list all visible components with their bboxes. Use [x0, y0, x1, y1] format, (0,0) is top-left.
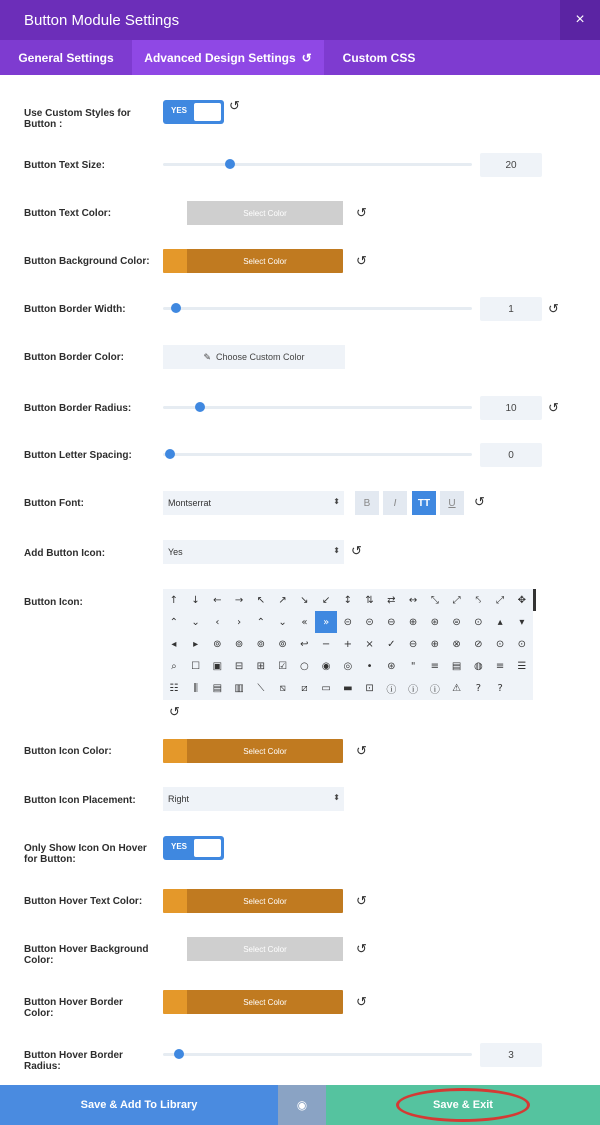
icon-option[interactable]: ○ — [300, 661, 309, 673]
field-label: Button Font: — [24, 498, 84, 509]
field-label: Button Text Size: — [24, 160, 105, 171]
icon-option[interactable]: ⊖ — [408, 638, 418, 650]
reset-icon[interactable]: ↺ — [301, 50, 312, 65]
color-swatch — [163, 249, 187, 273]
icon-option[interactable]: ↔ — [408, 594, 418, 606]
modal-header — [0, 0, 600, 40]
text-size-input[interactable]: 20 — [480, 153, 542, 177]
icon-option[interactable]: ⤣ — [475, 594, 482, 606]
background-color-button[interactable] — [163, 249, 343, 273]
icon-option[interactable]: ↓ — [191, 594, 200, 606]
underline-button[interactable]: U — [440, 491, 464, 515]
field-label: Button Letter Spacing: — [24, 450, 132, 461]
toggle-knob — [194, 103, 221, 121]
border-radius-input[interactable]: 10 — [480, 396, 542, 420]
icon-option[interactable]: ⊜ — [452, 616, 461, 628]
tab-bar — [0, 40, 600, 75]
icon-option[interactable]: ⌄ — [191, 616, 200, 628]
icon-option[interactable]: ⊕ — [430, 638, 440, 650]
icon-option[interactable]: ◍ — [474, 661, 483, 673]
letter-spacing-slider[interactable] — [163, 453, 472, 456]
icon-option[interactable]: " — [410, 661, 416, 673]
hover-border-color-button[interactable] — [163, 990, 343, 1014]
icon-picker-grid — [163, 589, 533, 700]
field-label: Button Hover Border Color: — [24, 997, 123, 1019]
icon-option[interactable]: ⓘ — [386, 685, 397, 697]
save-and-add-to-library-button[interactable]: Save & Add To Library — [0, 1085, 278, 1125]
reset-icon[interactable]: ↺ — [356, 893, 367, 908]
icon-option[interactable]: ▤ — [451, 661, 462, 673]
add-icon-select[interactable] — [163, 540, 344, 564]
reset-icon[interactable]: ↺ — [356, 743, 367, 758]
select-arrow-icon: ⬍ — [333, 546, 340, 555]
modal-footer — [0, 1085, 600, 1125]
border-width-input[interactable]: 1 — [480, 297, 542, 321]
toggle-label: YES — [171, 842, 188, 851]
tab-label: General Settings — [18, 50, 114, 65]
icon-option[interactable]: ↕ — [343, 594, 353, 606]
icon-option[interactable]: ⇄ — [387, 594, 396, 606]
icon-option[interactable]: ⊙ — [517, 638, 527, 650]
icon-option[interactable]: ⟍ — [257, 683, 265, 695]
icon-option[interactable]: ⧅ — [279, 683, 286, 695]
icon-option[interactable]: ? — [497, 683, 503, 695]
font-select[interactable] — [163, 491, 344, 515]
color-button-label: Select Color — [187, 739, 343, 763]
icon-option[interactable]: ⧄ — [301, 683, 308, 695]
tab-label: Custom CSS — [342, 50, 416, 65]
hover-border-radius-slider[interactable] — [163, 1053, 472, 1056]
icon-option[interactable]: ▸ — [193, 638, 199, 650]
select-arrow-icon: ⬍ — [333, 497, 340, 506]
icon-option[interactable]: ⌕ — [171, 661, 177, 673]
icon-option[interactable]: × — [365, 638, 374, 650]
icon-option[interactable]: + — [343, 638, 353, 650]
reset-icon[interactable]: ↺ — [229, 98, 240, 113]
select-value: Right — [168, 794, 190, 804]
border-radius-slider[interactable] — [163, 406, 472, 409]
toggle-knob — [194, 839, 221, 857]
field-label: Button Icon Color: — [24, 746, 112, 757]
icon-option[interactable]: ◉ — [321, 661, 331, 673]
hover-background-color-button[interactable]: Select Color — [187, 937, 343, 961]
icon-placement-select[interactable] — [163, 787, 344, 811]
italic-button[interactable]: I — [383, 491, 407, 515]
hover-border-radius-input[interactable]: 3 — [480, 1043, 542, 1067]
icon-option[interactable]: ▤ — [212, 683, 223, 695]
close-icon[interactable]: × — [560, 0, 600, 40]
border-width-slider[interactable] — [163, 307, 472, 310]
color-button-label: Select Color — [187, 990, 343, 1014]
letter-spacing-input[interactable]: 0 — [480, 443, 542, 467]
slider-thumb[interactable] — [225, 159, 235, 169]
tab-custom-css[interactable] — [324, 40, 434, 75]
icon-option[interactable]: ⌃ — [169, 616, 179, 628]
bold-button[interactable]: B — [355, 491, 379, 515]
select-arrow-icon: ⬍ — [333, 793, 340, 802]
icon-option[interactable]: ⚠ — [452, 683, 462, 695]
icon-option[interactable]: » — [315, 611, 337, 633]
icon-option[interactable]: ⊘ — [474, 638, 483, 650]
field-label: Button Text Color: — [24, 208, 112, 219]
preview-eye-icon[interactable]: ◉ — [278, 1085, 326, 1125]
reset-icon[interactable]: ↺ — [356, 253, 367, 268]
icon-option[interactable]: • — [366, 661, 373, 673]
save-and-exit-label: Save & Exit — [433, 1099, 493, 1111]
icon-option[interactable]: ☐ — [191, 661, 201, 673]
modal-title: Button Module Settings — [24, 11, 180, 29]
reset-icon[interactable]: ↺ — [356, 941, 367, 956]
field-label: Button Border Radius: — [24, 403, 132, 414]
icon-option[interactable]: − — [321, 638, 331, 650]
icon-option[interactable]: ⌃ — [256, 616, 266, 628]
reset-icon[interactable]: ↺ — [548, 400, 559, 415]
icon-option[interactable]: ⊝ — [343, 616, 353, 628]
field-label: Use Custom Styles for Button : — [24, 108, 131, 130]
icon-option[interactable]: ☷ — [169, 683, 179, 695]
icon-option[interactable]: ⊚ — [256, 638, 266, 650]
slider-thumb[interactable] — [165, 449, 175, 459]
icon-option[interactable]: ≡ — [430, 661, 440, 673]
icon-option[interactable]: ☰ — [517, 661, 527, 673]
uppercase-button[interactable]: TT — [412, 491, 436, 515]
save-and-exit-button[interactable] — [326, 1085, 600, 1125]
icon-option[interactable]: ⊚ — [234, 638, 244, 650]
color-swatch — [163, 739, 187, 763]
field-label: Button Border Color: — [24, 352, 124, 363]
icon-option[interactable]: ↘ — [300, 594, 309, 606]
icon-option[interactable]: « — [301, 616, 308, 628]
icon-option[interactable]: ⊚ — [278, 638, 287, 650]
icon-option[interactable]: ⓘ — [429, 685, 440, 697]
icon-option[interactable]: ⊖ — [387, 616, 396, 628]
icon-option[interactable]: ⤢ — [496, 594, 505, 606]
icon-option[interactable]: ✥ — [517, 594, 527, 606]
tab-general-settings[interactable] — [0, 40, 132, 75]
color-swatch — [163, 990, 187, 1014]
icon-option[interactable]: ? — [475, 683, 482, 695]
grid-scrollbar[interactable] — [533, 589, 536, 611]
select-value: Yes — [168, 547, 183, 557]
icon-option[interactable]: ▥ — [234, 683, 244, 695]
icon-option[interactable]: ⤢ — [452, 594, 461, 606]
color-button-label: Select Color — [187, 889, 343, 913]
icon-option[interactable]: → — [234, 594, 244, 606]
settings-panel — [0, 75, 600, 1085]
only-show-icon-on-hover-toggle[interactable] — [163, 836, 224, 860]
icon-color-button[interactable] — [163, 739, 343, 763]
button-label: Choose Custom Color — [216, 352, 305, 362]
reset-icon[interactable]: ↺ — [548, 301, 559, 316]
field-label: Button Hover Background Color: — [24, 944, 149, 966]
icon-option[interactable]: ☑ — [278, 661, 288, 673]
icon-option[interactable]: ← — [213, 594, 222, 606]
icon-option[interactable]: ⊝ — [365, 616, 374, 628]
icon-option[interactable]: ⊙ — [495, 638, 505, 650]
reset-icon[interactable]: ↺ — [474, 494, 485, 509]
icon-option[interactable]: ⊙ — [474, 616, 483, 628]
hover-text-color-button[interactable] — [163, 889, 343, 913]
icon-option[interactable]: ↖ — [256, 594, 266, 606]
field-label: Button Icon Placement: — [24, 795, 136, 806]
tab-label: Advanced Design Settings — [144, 50, 296, 65]
icon-option[interactable]: ⊛ — [387, 661, 396, 673]
field-label: Button Hover Text Color: — [24, 896, 143, 907]
slider-thumb[interactable] — [171, 303, 181, 313]
icon-option[interactable]: ⊡ — [365, 683, 374, 695]
field-label: Add Button Icon: — [24, 548, 106, 559]
use-custom-styles-toggle[interactable] — [163, 100, 224, 124]
icon-option[interactable]: ⤡ — [430, 594, 439, 606]
icon-option[interactable]: ▴ — [497, 616, 503, 628]
icon-option[interactable]: ⇅ — [365, 594, 374, 606]
reset-icon[interactable]: ↺ — [351, 543, 362, 558]
color-swatch — [163, 889, 187, 913]
reset-icon[interactable]: ↺ — [356, 205, 367, 220]
icon-option[interactable]: ▭ — [321, 683, 331, 695]
icon-option[interactable]: ▾ — [519, 616, 525, 628]
icon-option[interactable]: ↗ — [278, 594, 287, 606]
choose-custom-color-button[interactable] — [163, 345, 345, 369]
select-value: Montserrat — [168, 498, 212, 508]
color-button-label: Select Color — [187, 249, 343, 273]
icon-option[interactable]: ⊚ — [213, 638, 222, 650]
icon-option[interactable]: ◎ — [343, 661, 353, 673]
icon-option[interactable]: ⌄ — [278, 616, 287, 628]
slider-thumb[interactable] — [195, 402, 205, 412]
icon-option[interactable]: ▬ — [343, 683, 353, 695]
icon-option[interactable]: ⊛ — [430, 616, 440, 628]
icon-option[interactable]: ↩ — [300, 638, 309, 650]
icon-option[interactable]: ‹ — [215, 616, 220, 628]
icon-option[interactable]: ⊗ — [452, 638, 461, 650]
icon-option[interactable]: ⊕ — [408, 616, 418, 628]
icon-option[interactable]: ✓ — [387, 638, 396, 650]
field-label: Button Border Width: — [24, 304, 126, 315]
icon-option[interactable]: ↙ — [321, 594, 331, 606]
icon-option[interactable]: ≡ — [495, 661, 505, 673]
icon-option[interactable]: ⊞ — [256, 661, 266, 673]
toggle-label: YES — [171, 106, 188, 115]
tab-advanced-design-settings[interactable] — [132, 40, 324, 75]
icon-option[interactable]: ↑ — [169, 594, 179, 606]
reset-icon[interactable]: ↺ — [169, 704, 180, 719]
text-size-slider[interactable] — [163, 163, 472, 166]
field-label: Button Icon: — [24, 597, 83, 608]
icon-option[interactable]: ⓘ — [408, 685, 419, 697]
icon-option[interactable]: ◂ — [171, 638, 177, 650]
eyedropper-icon: ✎ — [203, 351, 211, 362]
field-label: Button Background Color: — [24, 256, 150, 267]
slider-thumb[interactable] — [174, 1049, 184, 1059]
field-label: Button Hover Border Radius: — [24, 1050, 123, 1072]
text-color-button[interactable]: Select Color — [187, 201, 343, 225]
icon-option[interactable]: ⫼ — [193, 683, 198, 695]
reset-icon[interactable]: ↺ — [356, 994, 367, 1009]
icon-option[interactable]: ⊟ — [234, 661, 244, 673]
field-label: Only Show Icon On Hover for Button: — [24, 843, 147, 865]
icon-option[interactable]: › — [237, 616, 242, 628]
icon-option[interactable]: ▣ — [212, 661, 223, 673]
